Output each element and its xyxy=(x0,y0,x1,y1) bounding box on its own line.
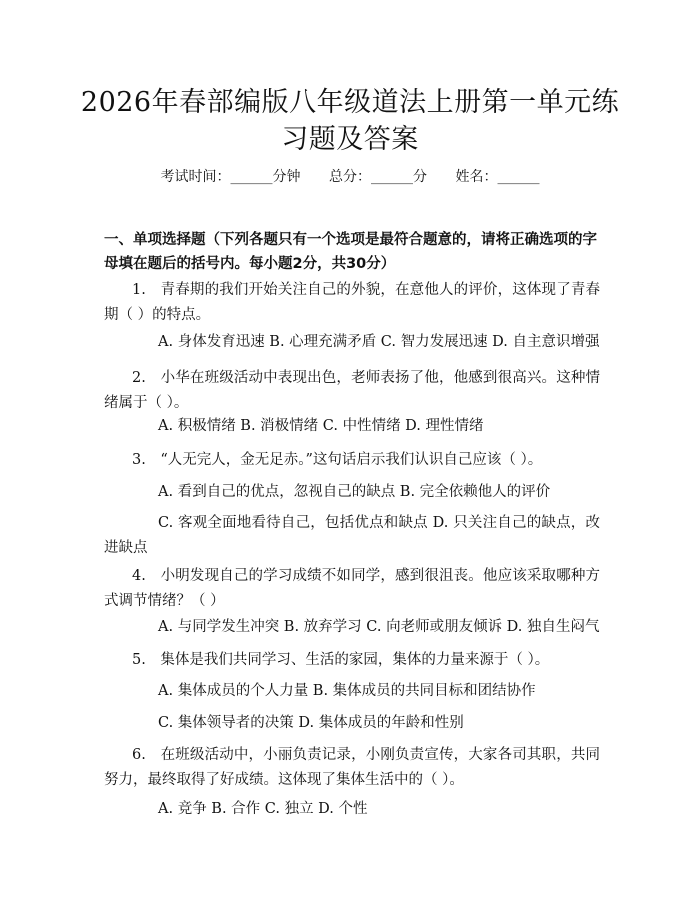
question-4: 4. 小明发现自己的学习成绩不如同学，感到很沮丧。他应该采取哪种方式调节情绪？（ ） xyxy=(104,568,600,609)
exam-score-field: 总分：______分 xyxy=(329,169,427,185)
question-3-options-line1: A. 看到自己的优点，忽视自己的缺点 B. 完全依赖他人的评价 xyxy=(158,484,551,500)
question-1: 1. 青春期的我们开始关注自己的外貌，在意他人的评价，这体现了青春期（ ）的特点。 xyxy=(104,282,600,323)
question-5-options-line1: A. 集体成员的个人力量 B. 集体成员的共同目标和团结协作 xyxy=(158,683,536,699)
exam-info xyxy=(0,166,700,188)
question-1-options: A. 身体发育迅速 B. 心理充满矛盾 C. 智力发展迅速 D. 自主意识增强 xyxy=(158,334,600,350)
question-2: 2. 小华在班级活动中表现出色，老师表扬了他，他感到很高兴。这种情绪属于（ ）。 xyxy=(104,370,600,411)
question-4-options: A. 与同学发生冲突 B. 放弃学习 C. 向老师或朋友倾诉 D. 独自生闷气 xyxy=(158,619,600,635)
question-3-options-line2: C. 客观全面地看待自己，包括优点和缺点 D. 只关注自己的缺点，改进缺点 xyxy=(104,515,600,556)
question-5-options-line2: C. 集体领导者的决策 D. 集体成员的年龄和性别 xyxy=(158,715,464,731)
exam-name-field: 姓名：______ xyxy=(455,169,540,185)
document-title-line2: 习题及答案 xyxy=(281,124,419,155)
question-2-options: A. 积极情绪 B. 消极情绪 C. 中性情绪 D. 理性情绪 xyxy=(158,418,484,434)
exam-time-field: 考试时间：______分钟 xyxy=(160,169,301,185)
section-heading: 一、单项选择题（下列各题只有一个选项是最符合题意的，请将正确选项的字母填在题后的括号内。每小题2分，共30分） xyxy=(104,232,597,272)
question-5: 5. 集体是我们共同学习、生活的家园，集体的力量来源于（ ）。 xyxy=(132,652,550,668)
question-6: 6. 在班级活动中，小丽负责记录，小刚负责宣传，大家各司其职，共同努力，最终取得了好成绩。这体现了集体生活中的（ ）。 xyxy=(104,747,600,788)
question-3: 3. “人无完人，金无足赤。”这句话启示我们认识自己应该（ ）。 xyxy=(132,452,543,468)
question-6-options: A. 竞争 B. 合作 C. 独立 D. 个性 xyxy=(158,801,368,817)
document-title-line1: 2026年春部编版八年级道法上册第一单元练 xyxy=(80,87,620,118)
